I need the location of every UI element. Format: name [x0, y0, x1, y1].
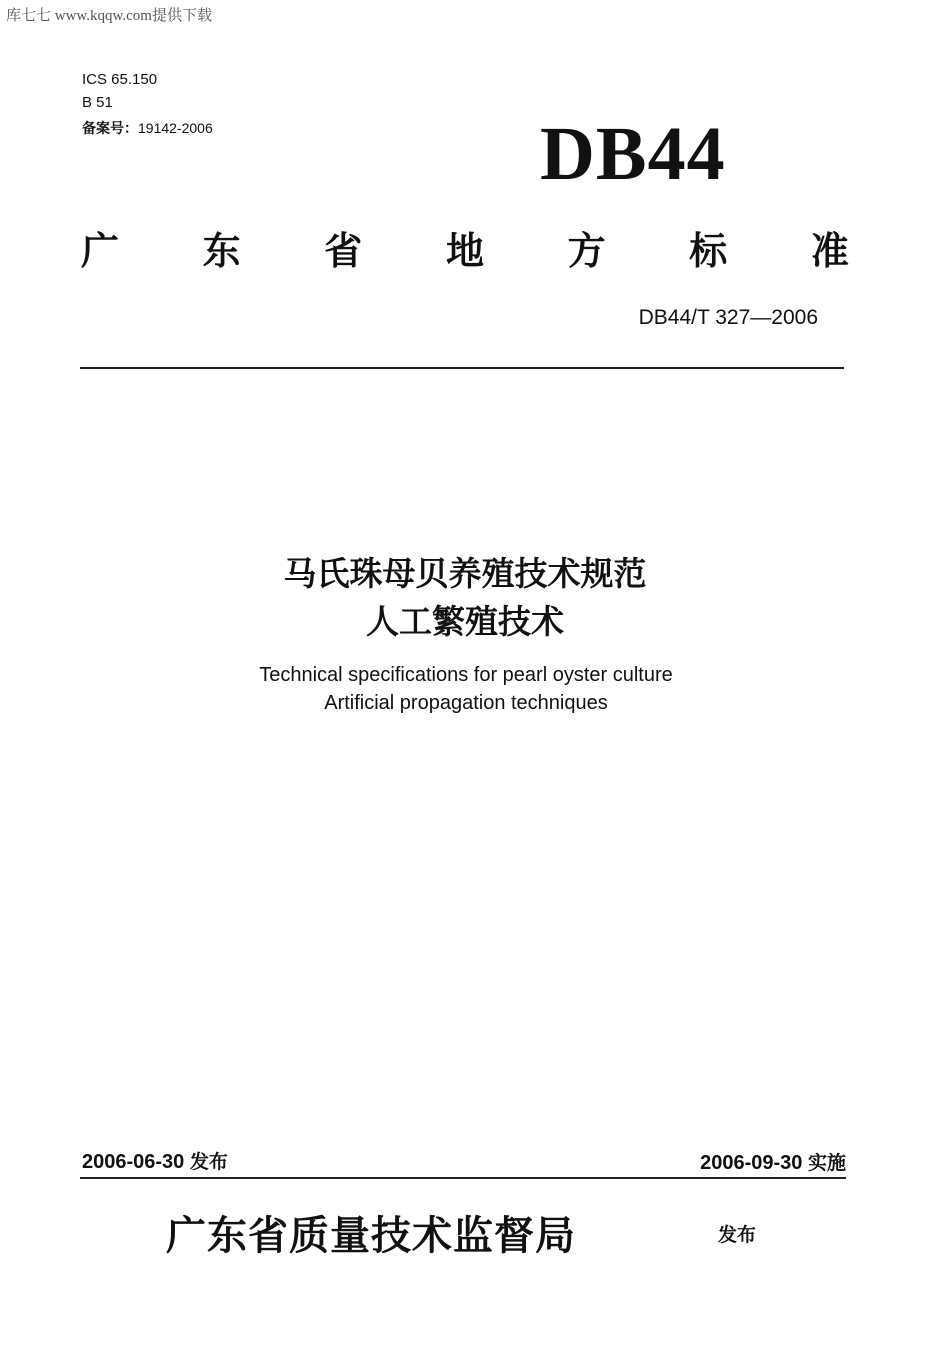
record-label: 备案号：	[82, 120, 138, 136]
implement-date-suffix: 实施	[807, 1152, 846, 1174]
record-value: 19142-2006	[138, 120, 213, 136]
ics-code: ICS 65.150	[82, 71, 158, 88]
standard-type-char: 方	[567, 229, 606, 273]
standard-code-logo: DB44	[540, 112, 726, 196]
standard-type-char: 省	[324, 229, 363, 273]
watermark-text: 库七七 www.kqqw.com提供下载	[6, 8, 212, 24]
standard-number: DB44/T 327—2006	[638, 306, 818, 329]
publish-date	[82, 1147, 228, 1174]
publish-date-suffix: 发布	[189, 1151, 228, 1173]
standard-type-char: 东	[202, 229, 241, 273]
top-divider	[80, 367, 844, 369]
standard-type-heading	[80, 220, 850, 275]
standard-type-char: 标	[689, 229, 728, 273]
record-number	[82, 118, 213, 138]
publish-date-value: 2006-06-30	[82, 1151, 185, 1173]
issue-label: 发布	[718, 1224, 757, 1246]
standard-type-char: 准	[810, 229, 849, 273]
bottom-divider	[80, 1177, 846, 1179]
english-title-line1: Technical specifications for pearl oyster culture	[259, 664, 673, 686]
chinese-title-line2: 人工繁殖技术	[366, 602, 564, 641]
standard-type-char: 地	[445, 229, 484, 273]
english-title-line2: Artificial propagation techniques	[324, 692, 608, 714]
standard-type-char: 广	[80, 229, 119, 273]
classification-code: B 51	[82, 94, 113, 111]
implement-date-value: 2006-09-30	[700, 1152, 803, 1174]
implement-date	[700, 1148, 846, 1175]
chinese-title-line1: 马氏珠母贝养殖技术规范	[283, 554, 647, 593]
issuing-authority: 广东省质量技术监督局	[166, 1212, 576, 1259]
